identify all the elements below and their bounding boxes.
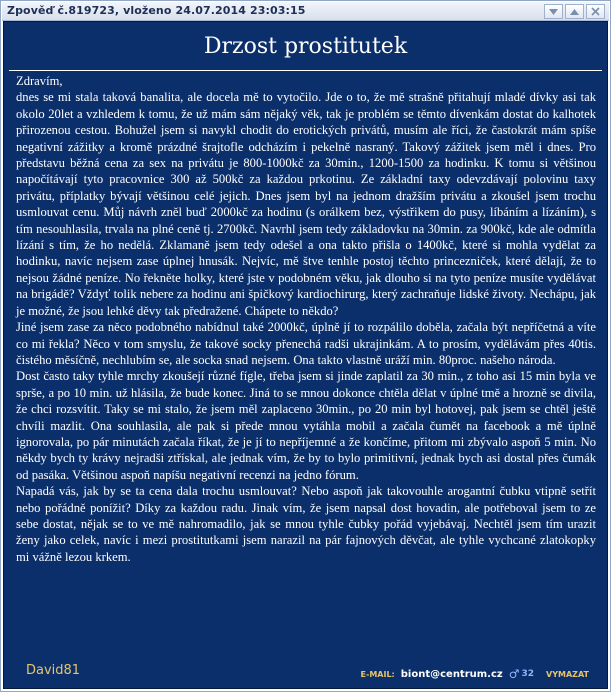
male-icon: ♂ xyxy=(508,667,520,681)
post-footer xyxy=(361,667,589,681)
title-divider xyxy=(9,70,602,71)
confession-paragraph: Dost často taky tyhle mrchy zkoušejí různé fígle, třeba jsem si jinde zaplatil za 30 min., z toho asi 15 min byla ve sprše, a po 10 min. už hlásila, že bude konec. Jiná to se mnou dokonce chtěla dělat v úplné tmě a hrozně se divila, že chci rozsvítit. Taky se mi stalo, že jsem měl zaplaceno 30min., po 20 min byl hotovej, pak jsem se chtěl ještě chvíli mazlit. Ona souhlasila, ale pak si přede mnou vytáhla mobil a začala čumět na facebook a mě úplně ignorovala, po pár minutách začala říkat, že je jí to nepříjemné a že končíme, přitom mi zbývalo aspoň 5 min. No někdy bych ty krávy nejradši ztřískal, ale jednak vím, že by to bylo primitivní, jednak bych asi dostal přes čumák od pasáka. Většinou aspoň napíšu negativní recenzi na jedno fórum. xyxy=(16,369,596,482)
expand-button[interactable] xyxy=(565,4,584,19)
author-name[interactable]: David81 xyxy=(26,663,81,678)
window-controls xyxy=(544,4,605,19)
confession-body xyxy=(16,73,596,565)
chevron-up-icon xyxy=(570,9,579,15)
confession-paragraph: Jiné jsem zase za něco podobného nabídnul také 2000kč, úplně jí to rozpálilo doběla, začala být nepříčetná a víte co mi řekla? Něco v tom smyslu, že takové socky přenechá radši ukrajinkám. A to prosím, vydělávám přes 40tis. čistého měsíčně, nechlubím se, ale socka snad nejsem. Ona takto vlastně uráží min. 80proc. našeho národa. xyxy=(16,320,596,367)
confession-panel xyxy=(3,21,608,689)
confession-paragraph: dnes se mi stala taková banalita, ale docela mě to vytočilo. Jde o to, že mě strašně přitahují mladé dívky asi tak okolo 20let a vzhledem k tomu, že už mám sám nějaký věk, tak je problém se těmto dívenkám dostat do kalhotek přirozenou cestou. Bohužel jsem si navykl chodit do erotických privátů, musím ale říci, že častokrát mám spíše negativní zážitky a kromě prázdné šrajtofle odcházím i pekelně nasraný. Takový zážitek jsem měl i dnes. Pro představu běžná cena za sex na privátu je 800-1000kč za 30min., 1200-1500 za hodinku. K tomu si většinou napočítávají tyto pracovnice 300 až 500kč za každou prkotinu. Ze základní taxy odevzdávají polovinu taxy privátu, příplatky bývají většinou celé jejich. Dnes jsem byl na jednom dražším privátu a zkoušel jsem trochu usmlouvat cenu. Můj návrh zněl buď 2000kč za hodinu (s orálkem bez, výstřikem do pusy, líbáním a lízáním), s tím nesouhlasila, trvala na plné ceně tj. 2700kč. Navrhl jsem tedy základovku na 30min. za 900kč, kde ale odmítla lízání s tím, že ho nedělá. Zklamaně jsem tedy odešel a ona takto přišla o 1400kč, které si mohla vydělat za hodinku, navíc nejsem zase úplnej hnusák. Nejvíc, mě štve tenhle postoj těchto princezniček, které dělají, že to nejsou žádné peníze. No řekněte holky, které jste v podobném věku, jak dlouho si na tyto peníze musíte vydělávat na brigádě? Vždyť tolik nebere za hodinu ani špičkový kardiochirurg, který zachraňuje lidské životy. Nechápu, jak je možné, že jsou lehké děvy tak předražené. Chápete to někdo? xyxy=(16,90,596,318)
close-icon xyxy=(591,7,600,16)
email-link[interactable]: biont@centrum.cz xyxy=(400,668,503,680)
chevron-down-icon xyxy=(549,9,558,15)
confession-meta: Zpověď č.819723, vloženo 24.07.2014 23:03:15 xyxy=(7,4,306,17)
email-label: E-MAIL: xyxy=(360,669,395,679)
confession-title: Drzost prostitutek xyxy=(203,34,408,59)
delete-link[interactable]: VYMAZAT xyxy=(546,669,589,679)
confession-header-bar xyxy=(2,2,609,21)
close-button[interactable] xyxy=(586,4,605,19)
author-age: 32 xyxy=(521,669,535,679)
confession-paragraph: Napadá vás, jak by se ta cena dala trochu usmlouvat? Nebo aspoň jak takovouhle arogantní čubku vtipně setřít nebo pořádně ponížit? Díky za každou radu. Jinak vím, že jsem napsal dost hovadin, ale potřeboval jsem to ze sebe dostat, nějak se to ve mě nahromadilo, jak se mnou tyhle čubky pořád vyjebávaj. Nechtěl jsem tím urazit ženy jako celek, navíc i mezi prostitutkami jsem narazil na pár fajnových děvčat, ale tyhle vychcané zlatokopky mi vážně lezou krkem. xyxy=(16,484,596,564)
collapse-button[interactable] xyxy=(544,4,563,19)
confession-greeting: Zdravím, xyxy=(16,74,63,88)
